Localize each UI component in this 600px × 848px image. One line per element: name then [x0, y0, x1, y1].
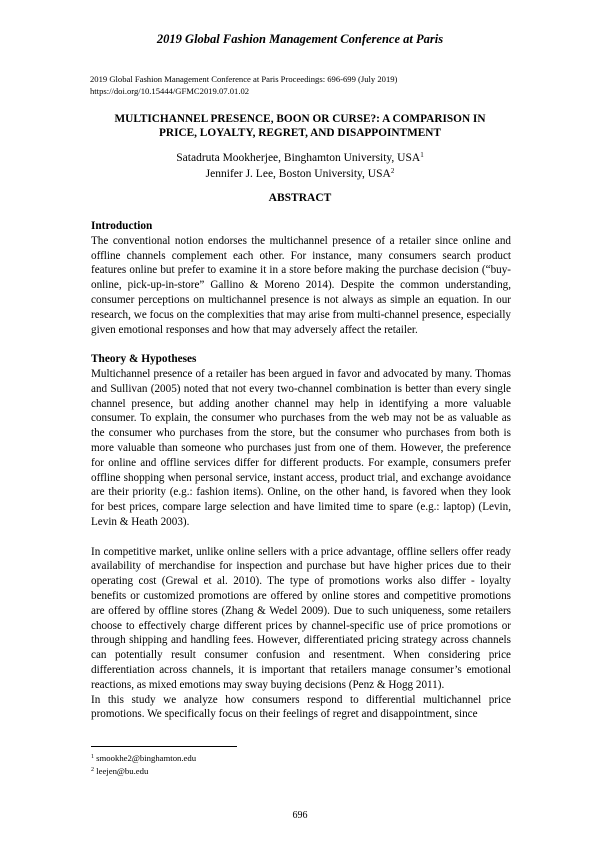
running-header: 2019 Global Fashion Management Conference at Paris [156, 32, 444, 46]
paper-body [91, 219, 511, 722]
footnote-1-mark: 1 [91, 754, 94, 760]
author-2-mark: 2 [390, 167, 395, 175]
proceedings-info [90, 73, 520, 97]
footnote-1 [91, 752, 391, 765]
paragraph-this-study: In this study we analyze how consumers respond to differential multichannel price promotions. We specifically focus on their feelings of regret and disappointment, since [91, 693, 511, 721]
author-list [70, 150, 530, 182]
author-1-mark: 1 [420, 151, 424, 159]
paragraph-competitive-market: In competitive market, unlike online sellers with a price advantage, offline sellers offer ready availability of merchandise for inspection and purchase but have higher prices due to their operating cost (Grewal et al. 2010). The type of promotions works also differ - loyalty benefits or customized promotions are offered by online stores and competitive promotions are offered by offline stores (Zhang & Wedel 2009). Due to such uniqueness, some retailers choose to effectively charge different prices by channel-specific use of price promotions or through shipping and handling fees. However, differentiated pricing strategy across channels can potentially result consumer confusion and resentment. When considering price differentiation across channels, it is important that retailers manage consumer’s emotional reactions, as mixed emotions may sway buying decisions (Penz & Hogg 2011). [91, 545, 511, 691]
doi-link[interactable]: https://doi.org/10.15444/GFMC2019.07.01.02 [90, 86, 250, 96]
footnote-divider [91, 746, 237, 747]
author-2 [70, 166, 530, 182]
paper-title [70, 112, 530, 140]
paragraph-introduction: The conventional notion endorses the multichannel presence of a retailer since online and offline channels complement each other. For instance, many consumers search product features online but prefer to examine it in a store before making the purchase decision (“buy-online, pick-up-in-store” Gallino & Moreno 2014). Despite the common understanding, consumer perceptions on multichannel presence is not always as simple an equation. In our research, we focus on the complexities that may arise from multi-channel presence, especially given emotional responses and how that may adversely affect the retailer. [91, 234, 511, 336]
author-1-name: Satadruta Mookherjee, Binghamton University, USA [176, 152, 421, 164]
footnote-1-email[interactable]: smookhe2@binghamton.edu [96, 753, 197, 763]
footnote-2 [91, 765, 391, 778]
title-line-1: MULTICHANNEL PRESENCE, BOON OR CURSE?: A COMPARISON IN [114, 113, 486, 125]
footnote-2-email[interactable]: leejen@bu.edu [96, 765, 149, 776]
section-heading-introduction: Introduction [91, 220, 153, 232]
page-number: 696 [292, 810, 308, 821]
section-heading-theory: Theory & Hypotheses [91, 353, 197, 366]
author-2-name: Jennifer J. Lee, Boston University, USA [205, 168, 391, 180]
abstract-heading: ABSTRACT [268, 192, 332, 204]
footnotes [91, 752, 391, 777]
footnote-2-mark: 2 [91, 766, 94, 773]
proceedings-citation: 2019 Global Fashion Management Conference at Paris Proceedings: 696-699 (July 2019) [90, 74, 398, 84]
title-line-2: PRICE, LOYALTY, REGRET, AND DISAPPOINTMENT [159, 127, 441, 139]
paragraph-theory: Multichannel presence of a retailer has been argued in favor and advocated by many. Thomas and Sullivan (2005) noted that not every two-channel combination is better than every single channel presence, but adding another channel may help in identifying a more valuable consumer. To explain, the consumer who purchases from the web may not be as valuable as the consumer who purchases from the store, but the consumer who purchases from both is more valuable than someone who purchases just from one of them. However, the preference for online and offline services differ for different products. For example, consumers prefer offline shopping when personal service, instant access, product trial, and exchange avoidance are their priority (e.g.: fashion items). Online, on the other hand, is favored when they look for best prices, compare large selection and have limited time to spare (e.g.: laptop) (Levin, Levin & Heath 2003). [91, 367, 511, 528]
author-1 [70, 150, 530, 166]
